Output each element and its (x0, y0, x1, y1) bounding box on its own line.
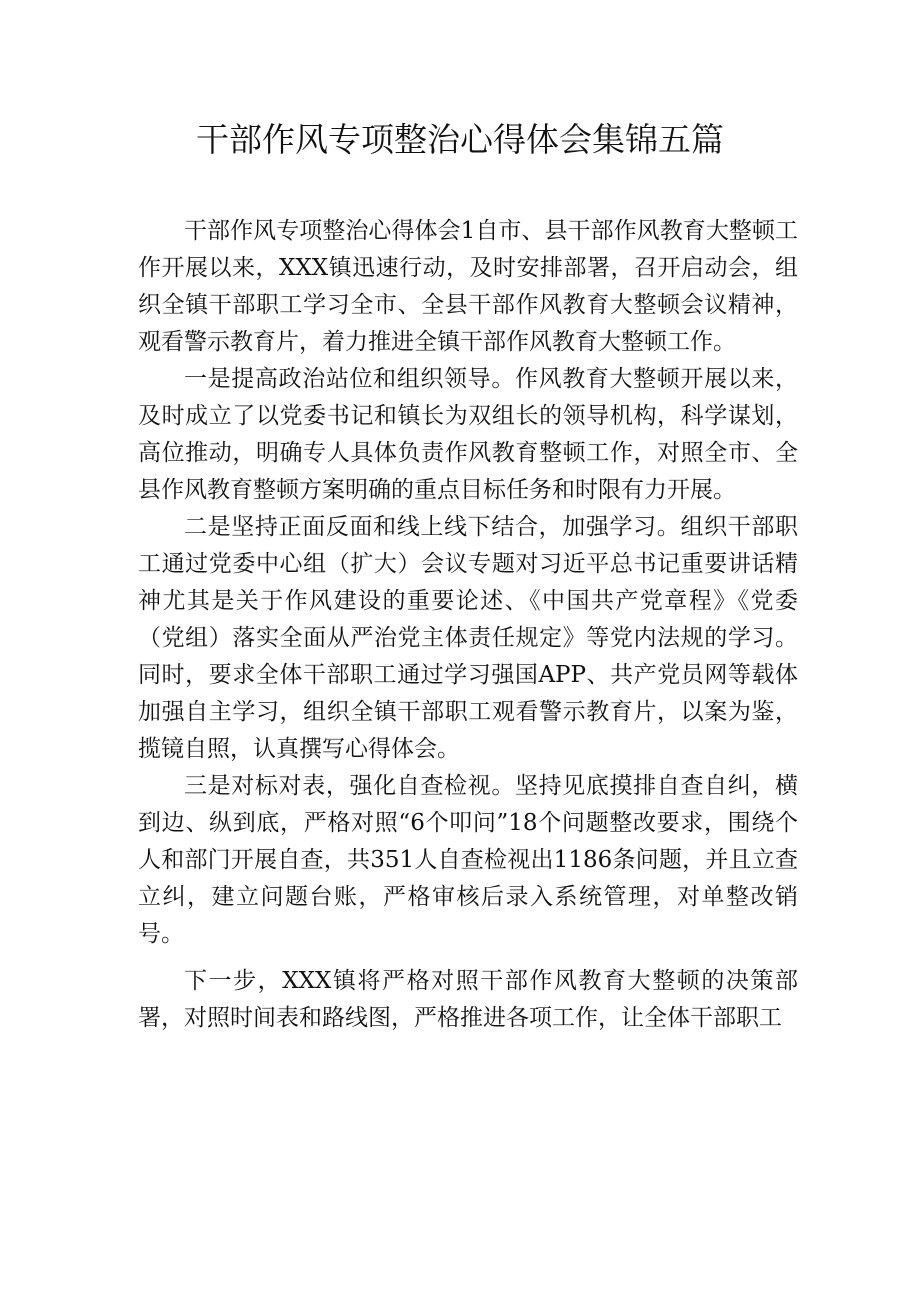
paragraph-next-step: 下一步，XXX镇将严格对照干部作风教育大整顿的决策部署，对照时间表和路线图，严格推进各项工作，让全体干部职工 (138, 968, 798, 1031)
document-title: 干部作风专项整治心得体会集锦五篇 (196, 120, 724, 159)
paragraph-point-two: 二是坚持正面反面和线上线下结合，加强学习。组织干部职工通过党委中心组（扩大）会议专题对习近平总书记重要讲话精神尤其是关于作风建设的重要论述、《中国共产党章程》《党委（党组）落实全面从严治党主体责任规定》等党内法规的学习。同时，要求全体干部职工通过学习强国APP、共产党员网等载体加强自主学习，组织全镇干部职工观看警示教育片，以案为鉴，揽镜自照，认真撰写心得体会。 (138, 514, 798, 762)
document-body (138, 213, 798, 1037)
paragraph-point-one: 一是提高政治站位和组织领导。作风教育大整顿开展以来，及时成立了以党委书记和镇长为双组长的领导机构，科学谋划，高位推动，明确专人具体负责作风教育整顿工作，对照全市、全县作风教育整顿方案明确的重点目标任务和时限有力开展。 (138, 366, 798, 503)
paragraph-point-three: 三是对标对表，强化自查检视。坚持见底摸排自查自纠，横到边、纵到底，严格对照“6个叩问”18个问题整改要求，围绕个人和部门开展自查，共351人自查检视出1186条问题，并且立查立纠，建立问题台账，严格审核后录入系统管理，对单整改销号。 (138, 773, 798, 947)
paragraph-intro: 干部作风专项整治心得体会1自市、县干部作风教育大整顿工作开展以来，XXX镇迅速行动，及时安排部署，召开启动会，组织全镇干部职工学习全市、全县干部作风教育大整顿会议精神，观看警示教育片，着力推进全镇干部作风教育大整顿工作。 (138, 218, 798, 355)
